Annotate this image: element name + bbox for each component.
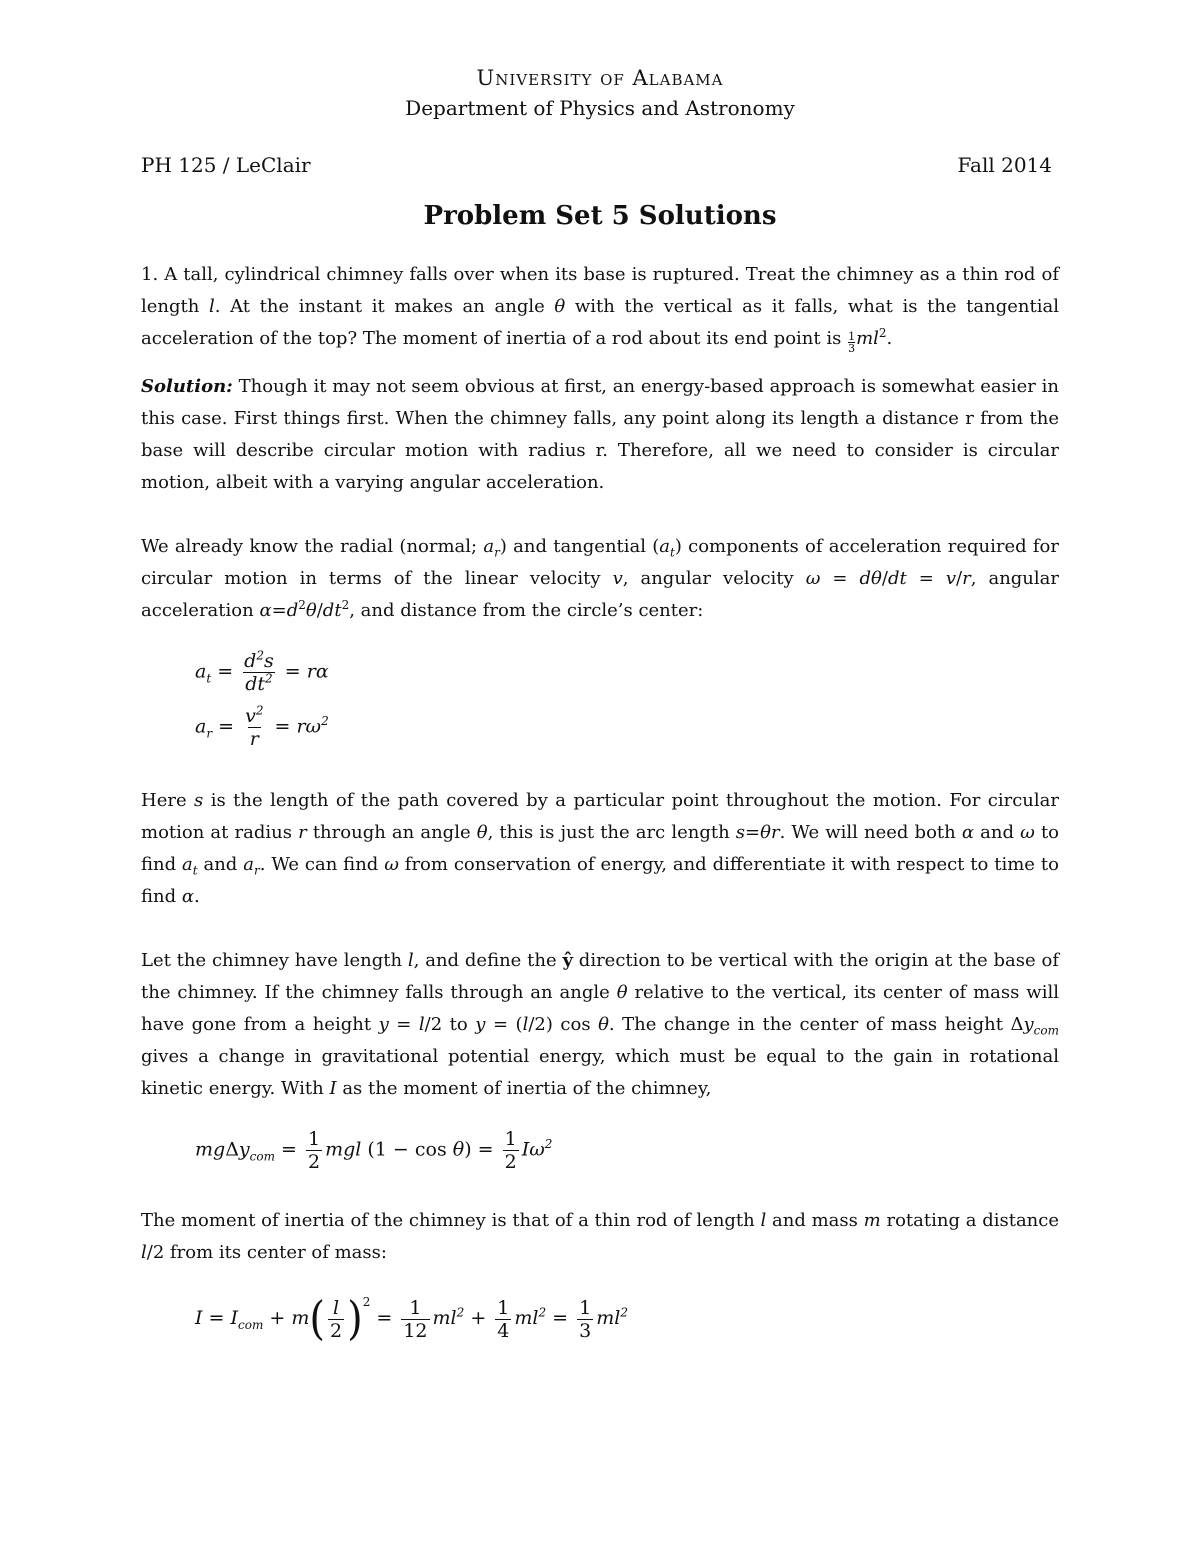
equation-moment-of-inertia: $I = I_{com} + m$( $\frac{l}{2}$ )$^2$ = $\frac{1}{12}$ $ml^2$ + $\frac{1}{4}$ $ml^2$ = $\frac{1}{3}$ $ml^2$	[195, 1292, 628, 1346]
solution-paragraph-1: Solution: Though it may not seem obvious at first, an energy-based approach is somewhat easier in this case. First things first. When the chimney falls, any point along its length a distance r from the base will describe circular motion with radius r. Therefore, all we need to consider is circular motion, albeit with a varying angular acceleration.	[141, 376, 1059, 493]
solution-paragraph-5: The moment of inertia of the chimney is that of a thin rod of length l and mass m rotating a distance l/2 from its center of mass:	[141, 1210, 1059, 1263]
solution-paragraph-3: Here s is the length of the path covered by a particular point throughout the motion. For circular motion at radius r through an angle θ, this is just the arc length s=θr. We will need both α and ω to find $a_t$ and $a_r$. We can find ω from conservation of energy, and differentiate it with respect to time to find α.	[141, 790, 1060, 907]
course-code: PH 125 / LeClair	[141, 153, 311, 177]
solution-paragraph-2: We already know the radial (normal; $a_r$) and tangential $(a_t)$ components of acceleration required for circular motion in terms of the linear velocity v, angular velocity ω = dθ/dt = v/r, angular acceleration $\alpha=d^2\theta/dt^2$, and distance from the circle’s center:	[141, 536, 1059, 621]
problem-statement: 1. A tall, cylindrical chimney falls over when its base is ruptured. Treat the chimney as a thin rod of length l. At the instant it makes an angle θ with the vertical as it falls, what is the tangential acceleration of the top? The moment of inertia of a rod about its end point is $\frac{1}{3}$ $ml^2$.	[141, 264, 1059, 355]
page-title: Problem Set 5 Solutions	[423, 201, 777, 231]
equation-radial-acceleration: $a_r$ = $\frac{v^2}{r}$ = $r\omega^2$	[195, 703, 329, 750]
equation-energy-conservation: mgΔy$_{com}$ = $\frac{1}{2}$ mgl (1 − cos θ) = $\frac{1}{2}$ $I\omega^2$	[195, 1128, 553, 1173]
university-name: University of Alabama	[476, 66, 724, 90]
department-name: Department of Physics and Astronomy	[405, 96, 795, 120]
solution-paragraph-4: Let the chimney have length l, and define the ŷ direction to be vertical with the origin at the base of the chimney. If the chimney falls through an angle θ relative to the vertical, its center of mass will have gone from a height y = l/2 to y = (l/2) cos θ. The change in the center of mass height $\Delta y_{com}$ gives a change in gravitational potential energy, which must be equal to the gain in rotational kinetic energy. With I as the moment of inertia of the chimney,	[141, 950, 1059, 1099]
term: Fall 2014	[957, 153, 1052, 177]
equation-tangential-acceleration: $a_t$ = $\frac{d^2s}{dt^2}$ = rα	[195, 648, 329, 695]
